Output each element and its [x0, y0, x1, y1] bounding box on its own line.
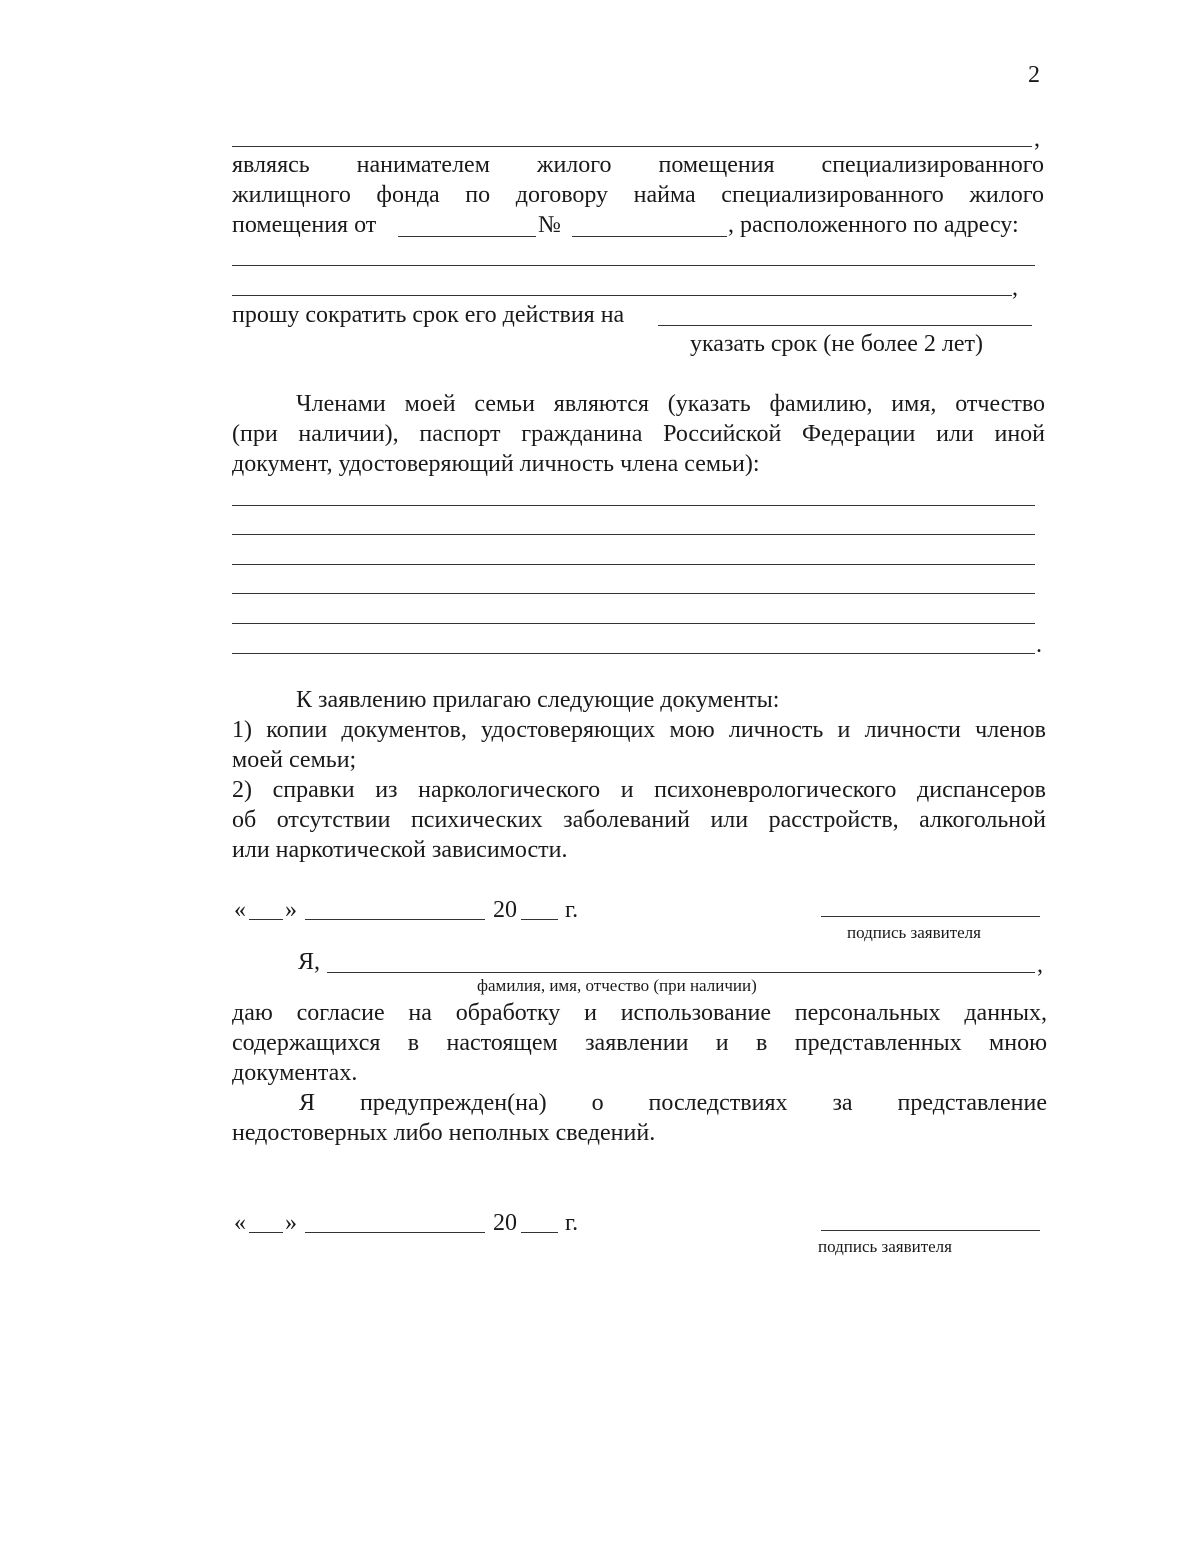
warning-line-2: недостоверных либо неполных сведений.	[232, 1120, 656, 1146]
date-year-prefix: 20	[493, 1210, 517, 1236]
address-label: , расположенного по адресу:	[728, 212, 1019, 238]
attachment-item-2-line-2: об отсутствии психических заболеваний или расстройств, алкогольной	[232, 807, 1046, 833]
contract-number-line	[572, 236, 727, 237]
date-month-line	[305, 1232, 485, 1233]
page-number: 2	[1028, 62, 1040, 88]
fio-line	[327, 972, 1035, 973]
signature-label: подпись заявителя	[818, 1237, 952, 1256]
date-month-line	[305, 919, 485, 920]
family-member-line	[232, 653, 1035, 654]
attachment-item-2-line-1: 2) справки из наркологического и психоневрологического диспансеров	[232, 777, 1046, 803]
term-hint: указать срок (не более 2 лет)	[690, 331, 983, 357]
comma: ,	[1034, 126, 1040, 152]
warning-line-1: Я предупрежден(на) о последствиях за представление	[299, 1090, 1047, 1116]
request-text: прошу сократить срок его действия на	[232, 302, 625, 328]
attachment-item-2-line-3: или наркотической зависимости.	[232, 837, 568, 863]
tenant-line-1: являясь нанимателем жилого помещения специализированного	[232, 152, 1044, 178]
family-member-line	[232, 623, 1035, 624]
address-line-1	[232, 265, 1035, 266]
date-year-line	[521, 919, 558, 920]
fio-hint: фамилия, имя, отчество (при наличии)	[477, 976, 757, 995]
family-member-line	[232, 534, 1035, 535]
family-line-1: Членами моей семьи являются (указать фамилию, имя, отчество	[296, 391, 1045, 417]
comma: ,	[1037, 952, 1043, 978]
date-open-quote: «	[234, 897, 246, 923]
date-year-suffix: г.	[565, 1210, 579, 1236]
family-line-2: (при наличии), паспорт гражданина Российской Федерации или иной	[232, 421, 1045, 447]
tenant-name-line	[232, 146, 1032, 147]
number-sign: №	[538, 212, 561, 238]
term-line	[658, 325, 1032, 326]
signature-line	[821, 916, 1040, 917]
attachment-item-1-line-2: моей семьи;	[232, 747, 357, 773]
consent-line-3: документах.	[232, 1060, 358, 1086]
consent-line-1: даю согласие на обработку и использование персональных данных,	[232, 1000, 1047, 1026]
contract-date-line	[398, 236, 536, 237]
period: .	[1036, 632, 1042, 658]
attachments-intro: К заявлению прилагаю следующие документы:	[296, 687, 780, 713]
consent-line-2: содержащихся в настоящем заявлении и в представленных мною	[232, 1030, 1047, 1056]
consent-ya: Я,	[298, 949, 321, 975]
date-year-line	[521, 1232, 558, 1233]
contract-from-label: помещения от	[232, 212, 377, 238]
date-close-quote: »	[285, 1210, 297, 1236]
family-member-line	[232, 564, 1035, 565]
family-member-line	[232, 593, 1035, 594]
date-open-quote: «	[234, 1210, 246, 1236]
date-year-prefix: 20	[493, 897, 517, 923]
tenant-line-2: жилищного фонда по договору найма специализированного жилого	[232, 182, 1044, 208]
address-line-2	[232, 295, 1012, 296]
comma: ,	[1012, 275, 1018, 301]
signature-label: подпись заявителя	[847, 923, 981, 942]
family-line-3: документ, удостоверяющий личность члена семьи):	[232, 451, 760, 477]
date-close-quote: »	[285, 897, 297, 923]
date-day-line	[249, 919, 283, 920]
family-member-line	[232, 505, 1035, 506]
attachment-item-1-line-1: 1) копии документов, удостоверяющих мою личность и личности членов	[232, 717, 1046, 743]
date-year-suffix: г.	[565, 897, 579, 923]
date-day-line	[249, 1232, 283, 1233]
signature-line	[821, 1230, 1040, 1231]
